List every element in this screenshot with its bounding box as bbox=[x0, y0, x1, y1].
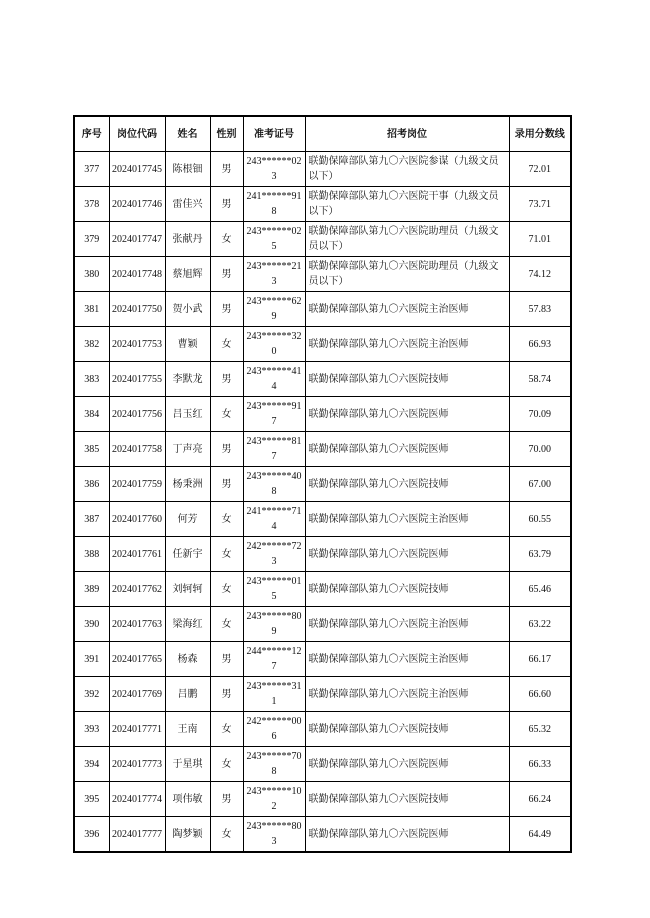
table-row bbox=[74, 327, 571, 362]
cell-index: 396 bbox=[74, 817, 109, 853]
cell-score-line: 70.09 bbox=[509, 397, 571, 432]
table-row bbox=[74, 467, 571, 502]
cell-score-line: 60.55 bbox=[509, 502, 571, 537]
cell-position: 联勤保障部队第九〇六医院技师 bbox=[305, 467, 509, 502]
cell-ticket-no: 243******408 bbox=[243, 467, 305, 502]
cell-position: 联勤保障部队第九〇六医院医师 bbox=[305, 537, 509, 572]
cell-ticket-no: 243******803 bbox=[243, 817, 305, 853]
cell-gender: 女 bbox=[210, 537, 243, 572]
cell-gender: 女 bbox=[210, 222, 243, 257]
cell-ticket-no: 243******629 bbox=[243, 292, 305, 327]
cell-index: 390 bbox=[74, 607, 109, 642]
cell-score-line: 58.74 bbox=[509, 362, 571, 397]
cell-gender: 男 bbox=[210, 432, 243, 467]
cell-score-line: 66.17 bbox=[509, 642, 571, 677]
header-position: 招考岗位 bbox=[305, 116, 509, 152]
cell-position: 联勤保障部队第九〇六医院主治医师 bbox=[305, 642, 509, 677]
cell-ticket-no: 243******213 bbox=[243, 257, 305, 292]
cell-index: 381 bbox=[74, 292, 109, 327]
cell-score-line: 65.46 bbox=[509, 572, 571, 607]
table-row bbox=[74, 187, 571, 222]
cell-job-code: 2024017762 bbox=[109, 572, 165, 607]
cell-index: 392 bbox=[74, 677, 109, 712]
cell-ticket-no: 243******023 bbox=[243, 152, 305, 187]
cell-index: 388 bbox=[74, 537, 109, 572]
cell-gender: 女 bbox=[210, 327, 243, 362]
table-row bbox=[74, 537, 571, 572]
cell-job-code: 2024017748 bbox=[109, 257, 165, 292]
table-row bbox=[74, 642, 571, 677]
cell-position: 联勤保障部队第九〇六医院主治医师 bbox=[305, 502, 509, 537]
cell-job-code: 2024017761 bbox=[109, 537, 165, 572]
table-row bbox=[74, 397, 571, 432]
cell-name: 杨秉洲 bbox=[165, 467, 210, 502]
cell-gender: 男 bbox=[210, 257, 243, 292]
cell-ticket-no: 243******025 bbox=[243, 222, 305, 257]
header-ticket_no: 准考证号 bbox=[243, 116, 305, 152]
cell-gender: 女 bbox=[210, 747, 243, 782]
cell-name: 曹颖 bbox=[165, 327, 210, 362]
table-row bbox=[74, 712, 571, 747]
cell-ticket-no: 243******015 bbox=[243, 572, 305, 607]
cell-job-code: 2024017755 bbox=[109, 362, 165, 397]
cell-ticket-no: 242******006 bbox=[243, 712, 305, 747]
cell-position: 联勤保障部队第九〇六医院技师 bbox=[305, 712, 509, 747]
cell-position: 联勤保障部队第九〇六医院医师 bbox=[305, 432, 509, 467]
cell-position: 联勤保障部队第九〇六医院医师 bbox=[305, 817, 509, 853]
table-row bbox=[74, 572, 571, 607]
cell-gender: 男 bbox=[210, 362, 243, 397]
cell-position: 联勤保障部队第九〇六医院医师 bbox=[305, 747, 509, 782]
cell-index: 385 bbox=[74, 432, 109, 467]
cell-index: 384 bbox=[74, 397, 109, 432]
cell-name: 梁海红 bbox=[165, 607, 210, 642]
cell-score-line: 63.22 bbox=[509, 607, 571, 642]
cell-name: 项伟敏 bbox=[165, 782, 210, 817]
cell-job-code: 2024017774 bbox=[109, 782, 165, 817]
cell-score-line: 66.93 bbox=[509, 327, 571, 362]
cell-job-code: 2024017750 bbox=[109, 292, 165, 327]
cell-index: 378 bbox=[74, 187, 109, 222]
cell-ticket-no: 243******917 bbox=[243, 397, 305, 432]
cell-job-code: 2024017747 bbox=[109, 222, 165, 257]
cell-position: 联勤保障部队第九〇六医院干事（九级文员以下） bbox=[305, 187, 509, 222]
cell-name: 陶梦颖 bbox=[165, 817, 210, 853]
cell-score-line: 71.01 bbox=[509, 222, 571, 257]
cell-ticket-no: 241******918 bbox=[243, 187, 305, 222]
cell-job-code: 2024017760 bbox=[109, 502, 165, 537]
table-row bbox=[74, 432, 571, 467]
cell-job-code: 2024017773 bbox=[109, 747, 165, 782]
cell-job-code: 2024017759 bbox=[109, 467, 165, 502]
cell-gender: 女 bbox=[210, 817, 243, 853]
cell-position: 联勤保障部队第九〇六医院主治医师 bbox=[305, 327, 509, 362]
cell-position: 联勤保障部队第九〇六医院助理员（九级文员以下） bbox=[305, 257, 509, 292]
header-job_code: 岗位代码 bbox=[109, 116, 165, 152]
cell-name: 丁声亮 bbox=[165, 432, 210, 467]
cell-name: 吕玉红 bbox=[165, 397, 210, 432]
cell-index: 393 bbox=[74, 712, 109, 747]
cell-index: 394 bbox=[74, 747, 109, 782]
cell-name: 于星琪 bbox=[165, 747, 210, 782]
cell-job-code: 2024017777 bbox=[109, 817, 165, 853]
cell-ticket-no: 243******102 bbox=[243, 782, 305, 817]
cell-ticket-no: 243******817 bbox=[243, 432, 305, 467]
cell-name: 雷佳兴 bbox=[165, 187, 210, 222]
table-row bbox=[74, 292, 571, 327]
cell-position: 联勤保障部队第九〇六医院主治医师 bbox=[305, 677, 509, 712]
header-gender: 性别 bbox=[210, 116, 243, 152]
cell-index: 379 bbox=[74, 222, 109, 257]
cell-name: 杨森 bbox=[165, 642, 210, 677]
cell-job-code: 2024017756 bbox=[109, 397, 165, 432]
cell-score-line: 74.12 bbox=[509, 257, 571, 292]
cell-position: 联勤保障部队第九〇六医院技师 bbox=[305, 572, 509, 607]
table-row bbox=[74, 607, 571, 642]
cell-gender: 男 bbox=[210, 152, 243, 187]
cell-name: 李默龙 bbox=[165, 362, 210, 397]
cell-name: 王南 bbox=[165, 712, 210, 747]
cell-position: 联勤保障部队第九〇六医院主治医师 bbox=[305, 607, 509, 642]
cell-index: 377 bbox=[74, 152, 109, 187]
cell-score-line: 65.32 bbox=[509, 712, 571, 747]
cell-gender: 男 bbox=[210, 187, 243, 222]
cell-score-line: 66.24 bbox=[509, 782, 571, 817]
table-row bbox=[74, 152, 571, 187]
cell-index: 383 bbox=[74, 362, 109, 397]
cell-gender: 女 bbox=[210, 502, 243, 537]
cell-ticket-no: 242******723 bbox=[243, 537, 305, 572]
cell-name: 吕鹏 bbox=[165, 677, 210, 712]
cell-position: 联勤保障部队第九〇六医院主治医师 bbox=[305, 292, 509, 327]
cell-gender: 男 bbox=[210, 677, 243, 712]
cell-job-code: 2024017771 bbox=[109, 712, 165, 747]
cell-index: 382 bbox=[74, 327, 109, 362]
cell-ticket-no: 244******127 bbox=[243, 642, 305, 677]
cell-index: 395 bbox=[74, 782, 109, 817]
cell-score-line: 66.33 bbox=[509, 747, 571, 782]
cell-gender: 男 bbox=[210, 292, 243, 327]
cell-job-code: 2024017758 bbox=[109, 432, 165, 467]
cell-gender: 女 bbox=[210, 572, 243, 607]
table-row bbox=[74, 502, 571, 537]
cell-job-code: 2024017763 bbox=[109, 607, 165, 642]
cell-name: 蔡旭辉 bbox=[165, 257, 210, 292]
cell-job-code: 2024017746 bbox=[109, 187, 165, 222]
table-header-row bbox=[74, 116, 571, 152]
recruitment-score-table bbox=[73, 115, 572, 853]
cell-score-line: 66.60 bbox=[509, 677, 571, 712]
cell-gender: 男 bbox=[210, 782, 243, 817]
cell-ticket-no: 243******311 bbox=[243, 677, 305, 712]
cell-index: 380 bbox=[74, 257, 109, 292]
cell-job-code: 2024017769 bbox=[109, 677, 165, 712]
cell-name: 陈根钿 bbox=[165, 152, 210, 187]
cell-name: 任新宇 bbox=[165, 537, 210, 572]
table-body bbox=[74, 152, 571, 853]
cell-gender: 男 bbox=[210, 467, 243, 502]
cell-index: 391 bbox=[74, 642, 109, 677]
cell-name: 何芳 bbox=[165, 502, 210, 537]
table-row bbox=[74, 362, 571, 397]
cell-name: 贺小武 bbox=[165, 292, 210, 327]
cell-score-line: 63.79 bbox=[509, 537, 571, 572]
cell-ticket-no: 241******714 bbox=[243, 502, 305, 537]
cell-job-code: 2024017753 bbox=[109, 327, 165, 362]
table-header bbox=[74, 116, 571, 152]
cell-gender: 女 bbox=[210, 712, 243, 747]
cell-job-code: 2024017745 bbox=[109, 152, 165, 187]
cell-position: 联勤保障部队第九〇六医院技师 bbox=[305, 782, 509, 817]
cell-index: 389 bbox=[74, 572, 109, 607]
cell-score-line: 64.49 bbox=[509, 817, 571, 853]
header-name: 姓名 bbox=[165, 116, 210, 152]
cell-ticket-no: 243******320 bbox=[243, 327, 305, 362]
table-row bbox=[74, 677, 571, 712]
cell-index: 387 bbox=[74, 502, 109, 537]
cell-score-line: 73.71 bbox=[509, 187, 571, 222]
table-row bbox=[74, 747, 571, 782]
cell-ticket-no: 243******414 bbox=[243, 362, 305, 397]
cell-gender: 女 bbox=[210, 397, 243, 432]
cell-name: 刘轲轲 bbox=[165, 572, 210, 607]
cell-score-line: 70.00 bbox=[509, 432, 571, 467]
cell-position: 联勤保障部队第九〇六医院助理员（九级文员以下） bbox=[305, 222, 509, 257]
table-row bbox=[74, 817, 571, 853]
cell-score-line: 57.83 bbox=[509, 292, 571, 327]
table-row bbox=[74, 222, 571, 257]
cell-score-line: 67.00 bbox=[509, 467, 571, 502]
cell-name: 张献丹 bbox=[165, 222, 210, 257]
header-score_line: 录用分数线 bbox=[509, 116, 571, 152]
cell-ticket-no: 243******708 bbox=[243, 747, 305, 782]
cell-position: 联勤保障部队第九〇六医院技师 bbox=[305, 362, 509, 397]
table-row bbox=[74, 257, 571, 292]
cell-position: 联勤保障部队第九〇六医院医师 bbox=[305, 397, 509, 432]
cell-score-line: 72.01 bbox=[509, 152, 571, 187]
cell-position: 联勤保障部队第九〇六医院参谋（九级文员以下） bbox=[305, 152, 509, 187]
header-index: 序号 bbox=[74, 116, 109, 152]
cell-job-code: 2024017765 bbox=[109, 642, 165, 677]
cell-ticket-no: 243******809 bbox=[243, 607, 305, 642]
cell-gender: 男 bbox=[210, 642, 243, 677]
table-row bbox=[74, 782, 571, 817]
cell-index: 386 bbox=[74, 467, 109, 502]
cell-gender: 女 bbox=[210, 607, 243, 642]
